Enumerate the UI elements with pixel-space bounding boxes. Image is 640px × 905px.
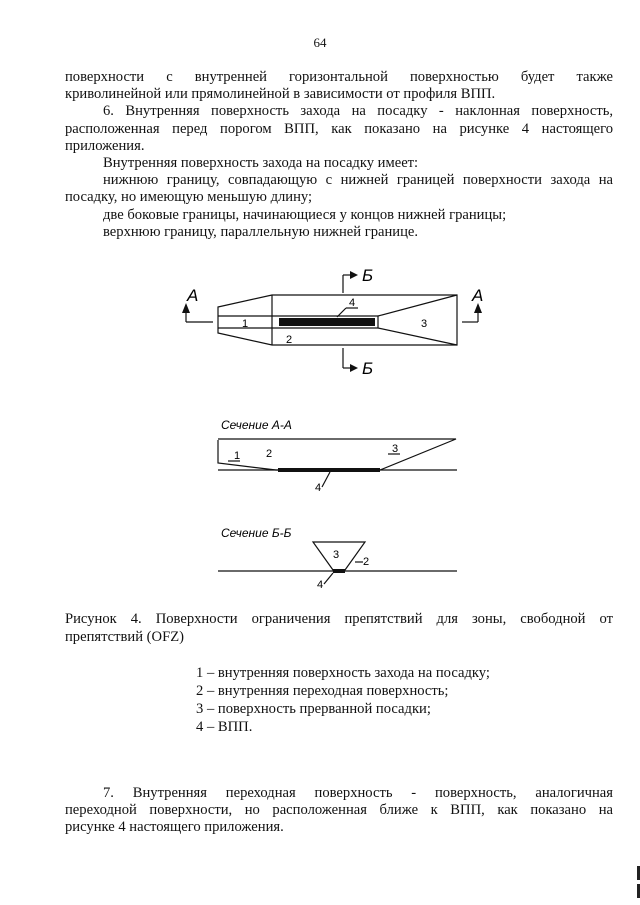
paragraph-6: верхнюю границу, параллельную нижней границе. (103, 224, 419, 240)
paragraph-4-line-2: посадку, но имеющую меньшую длину; (65, 189, 313, 205)
paragraph-7-line-1: 7. Внутренняя переходная поверхность - поверхность, аналогичная (103, 785, 613, 801)
section-bb-runway (333, 569, 345, 573)
legend-item-3: 3 – поверхность прерванной посадки; (196, 701, 431, 717)
paragraph-3: Внутренняя поверхность захода на посадку имеет: (103, 155, 419, 171)
paragraph-2-line-1: 6. Внутренняя поверхность захода на посадку - наклонная поверхность, (103, 103, 613, 119)
section-b-top-arrow (350, 271, 358, 279)
section-aa-num-4: 4 (315, 482, 322, 494)
plan-num-2: 2 (286, 334, 293, 346)
paragraph-7-line-3: рисунке 4 настоящего приложения. (65, 819, 284, 835)
plan-label-b-top: Б (362, 266, 374, 285)
section-aa-title: Сечение А-А (221, 418, 292, 432)
plan-num-4: 4 (349, 297, 356, 309)
section-b-bottom-arrow (350, 364, 358, 372)
section-bb-num-2: 2 (363, 556, 370, 568)
paragraph-2-line-3: приложения. (65, 138, 145, 154)
figure-caption-line-1: Рисунок 4. Поверхности ограничения препятствий для зоны, свободной от (65, 611, 613, 627)
plan-runway (279, 318, 375, 326)
section-bb-num-4: 4 (317, 579, 324, 591)
legend-item-4: 4 – ВПП. (196, 719, 253, 735)
plan-diag-lower (378, 328, 457, 345)
paragraph-1-line-1: поверхности с внутренней горизонтальной поверхностью будет также (65, 69, 613, 85)
section-aa-outline (218, 439, 456, 470)
section-bb-num-3: 3 (333, 549, 340, 561)
legend-item-1: 1 – внутренняя поверхность захода на посадку; (196, 665, 490, 681)
plan-label-a-right: А (472, 286, 484, 305)
plan-label-a-left: А (187, 286, 199, 305)
paragraph-5: две боковые границы, начинающиеся у концов нижней границы; (103, 207, 507, 223)
plan-diag-upper (378, 295, 457, 316)
section-bb-leader-4 (324, 573, 333, 584)
plan-num-1: 1 (242, 318, 249, 330)
section-aa-num-2: 2 (266, 448, 273, 460)
plan-num-3: 3 (421, 318, 428, 330)
paragraph-7-line-2: переходной поверхности, но расположенная ближе к ВПП, как показано на (65, 802, 613, 818)
section-bb-title: Сечение Б-Б (221, 526, 292, 540)
section-aa-num-3: 3 (392, 443, 399, 455)
section-aa-leader-4 (322, 472, 330, 487)
legend-item-2: 2 – внутренняя переходная поверхность; (196, 683, 449, 699)
paragraph-4-line-1: нижнюю границу, совпадающую с нижней границей поверхности захода на (103, 172, 613, 188)
section-aa-runway (278, 468, 380, 472)
figure-caption-line-2: препятствий (OFZ) (65, 629, 184, 645)
paragraph-2-line-2: расположенная перед порогом ВПП, как показано на рисунке 4 настоящего (65, 121, 613, 137)
plan-label-b-bottom: Б (362, 359, 374, 378)
page-number: 64 (313, 35, 327, 50)
section-aa-num-1: 1 (234, 450, 241, 462)
paragraph-1-line-2: криволинейной или прямолинейной в зависимости от профиля ВПП. (65, 86, 496, 102)
